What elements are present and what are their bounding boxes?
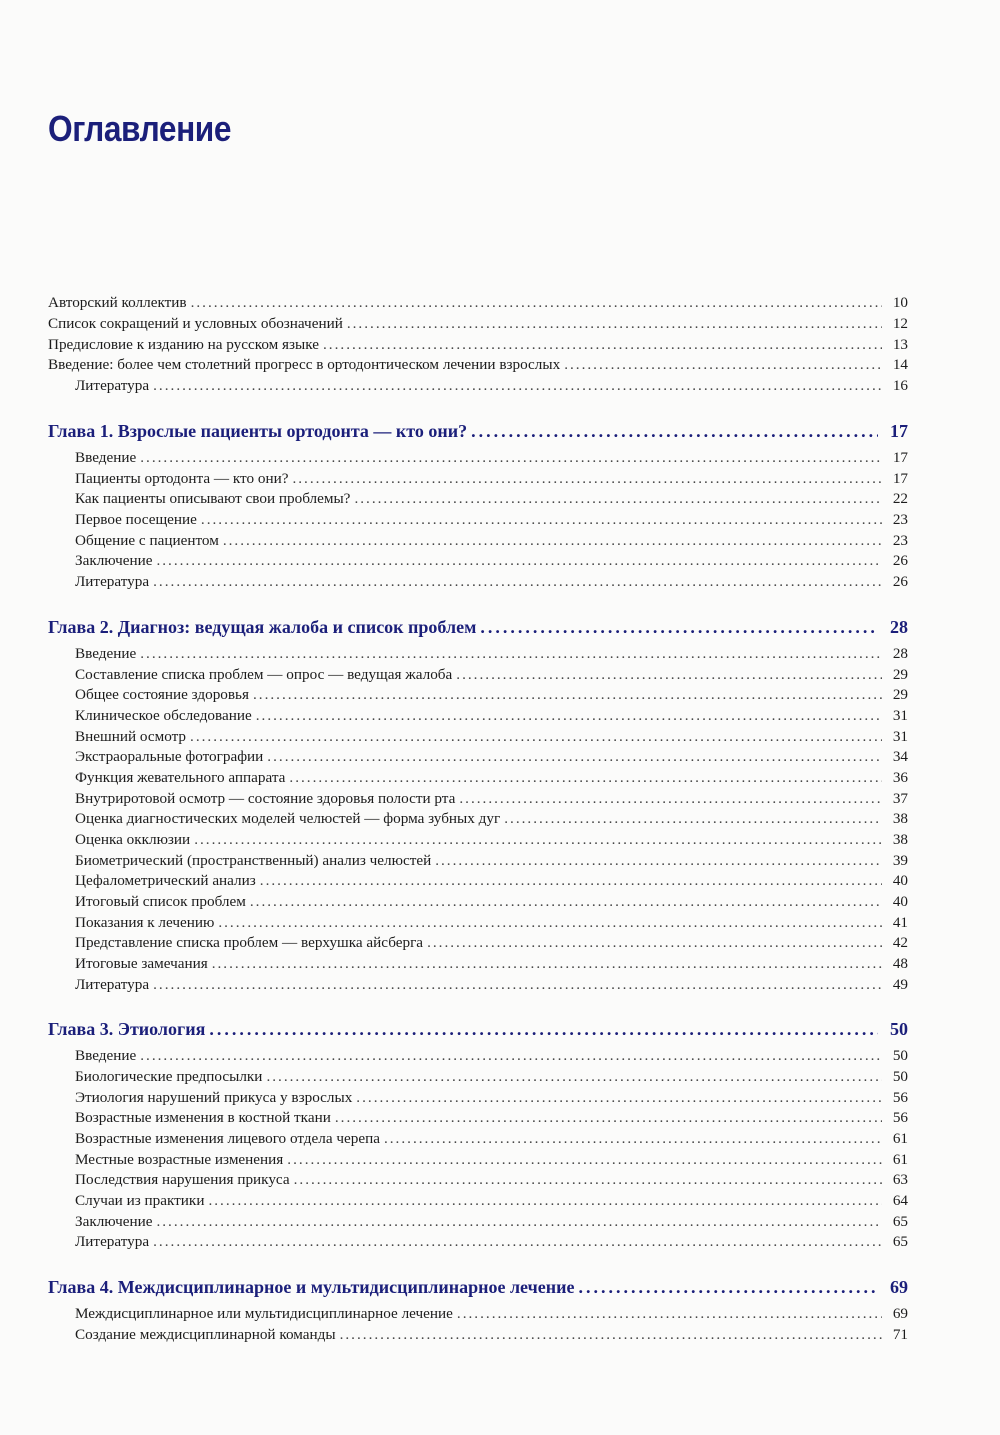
toc-entry[interactable] <box>75 768 908 788</box>
toc-entry[interactable] <box>75 871 908 891</box>
toc-entry-label: Оценка окклюзии <box>75 831 191 848</box>
leader-dots <box>223 531 882 551</box>
toc-entry-label: Создание междисциплинарной команды <box>75 1326 336 1343</box>
toc-entry-page: 34 <box>892 748 908 765</box>
toc-entry-page: 29 <box>892 686 908 703</box>
toc-entry-label: Авторский коллектив <box>48 294 187 311</box>
leader-dots <box>323 335 882 355</box>
toc-entry[interactable] <box>75 809 908 829</box>
toc-entry-label: Введение <box>75 645 137 662</box>
toc-entry[interactable] <box>75 469 908 489</box>
toc-entry-label: Общение с пациентом <box>75 532 219 549</box>
toc-entry-page: 38 <box>892 831 908 848</box>
toc-entry[interactable] <box>75 1170 908 1190</box>
toc-entry-page: 37 <box>892 790 908 807</box>
toc-entry-page: 61 <box>892 1151 908 1168</box>
leader-dots <box>294 1170 882 1190</box>
toc-entry-label: Первое посещение <box>75 511 197 528</box>
toc-entry-page: 38 <box>892 810 908 827</box>
chapter-heading[interactable] <box>48 1275 908 1299</box>
leader-dots <box>471 419 878 443</box>
toc-entry-page: 16 <box>892 377 908 394</box>
toc-entry-page: 31 <box>892 707 908 724</box>
toc-entry[interactable] <box>75 1088 908 1108</box>
leader-dots <box>190 727 882 747</box>
leader-dots <box>218 913 882 933</box>
toc-entry-page: 10 <box>892 294 908 311</box>
toc-entry-page: 42 <box>892 934 908 951</box>
toc-entry-label: Функция жевательного аппарата <box>75 769 286 786</box>
toc-entry[interactable] <box>75 830 908 850</box>
leader-dots <box>209 1017 878 1041</box>
toc-entry[interactable] <box>75 975 908 995</box>
toc-entry[interactable] <box>75 644 908 664</box>
leader-dots <box>156 1212 882 1232</box>
toc-entry-page: 56 <box>892 1109 908 1126</box>
toc-entry-label: Литература <box>75 976 150 993</box>
toc-entry-label: Предисловие к изданию на русском языке <box>48 336 319 353</box>
toc-entry[interactable] <box>75 1046 908 1066</box>
leader-dots <box>266 1067 882 1087</box>
chapter-page: 28 <box>890 617 908 637</box>
toc-entry-label: Местные возрастные изменения <box>75 1151 284 1168</box>
toc-entry-page: 56 <box>892 1089 908 1106</box>
toc-entry[interactable] <box>75 1304 908 1324</box>
leader-dots <box>201 510 882 530</box>
leader-dots <box>347 314 882 334</box>
toc-entry-page: 26 <box>892 552 908 569</box>
toc-entry[interactable] <box>75 1232 908 1252</box>
chapter-page: 50 <box>890 1019 908 1039</box>
toc-entry-page: 28 <box>892 645 908 662</box>
toc-entry-page: 69 <box>892 1305 908 1322</box>
toc-entry-label: Список сокращений и условных обозначений <box>48 315 343 332</box>
chapter-page: 69 <box>890 1277 908 1297</box>
toc-entry-page: 26 <box>892 573 908 590</box>
toc-entry-page: 23 <box>892 511 908 528</box>
toc-entry-page: 40 <box>892 872 908 889</box>
toc-entry-label: Цефалометрический анализ <box>75 872 256 889</box>
leader-dots <box>356 1088 882 1108</box>
toc-entry-page: 17 <box>892 470 908 487</box>
toc-entry[interactable] <box>75 1212 908 1232</box>
chapter-title: Глава 2. Диагноз: ведущая жалоба и список проблем <box>48 617 477 637</box>
leader-dots <box>253 685 882 705</box>
toc-entry-label: Как пациенты описывают свои проблемы? <box>75 490 351 507</box>
toc-entry[interactable] <box>75 892 908 912</box>
toc-entry-label: Биометрический (пространственный) анализ челюстей <box>75 852 432 869</box>
toc-entry[interactable] <box>48 335 908 355</box>
toc-entry[interactable] <box>75 789 908 809</box>
toc-entry-page: 23 <box>892 532 908 549</box>
toc-entry[interactable] <box>75 531 908 551</box>
toc-entry-page: 50 <box>892 1068 908 1085</box>
leader-dots <box>191 293 882 313</box>
toc-entry-page: 61 <box>892 1130 908 1147</box>
leader-dots <box>260 871 882 891</box>
toc-entry-label: Введение <box>75 449 137 466</box>
toc-entry-label: Заключение <box>75 552 153 569</box>
leader-dots <box>153 1232 882 1252</box>
leader-dots <box>194 830 882 850</box>
leader-dots <box>480 615 878 639</box>
leader-dots <box>287 1150 882 1170</box>
chapter-title: Глава 4. Междисциплинарное и мультидисциплинарное лечение <box>48 1277 575 1297</box>
toc-entry-label: Составление списка проблем — опрос — ведущая жалоба <box>75 666 453 683</box>
toc-entry-page: 64 <box>892 1192 908 1209</box>
toc-entry-label: Возрастные изменения в костной ткани <box>75 1109 331 1126</box>
toc-entry[interactable] <box>48 355 908 375</box>
leader-dots <box>564 355 882 375</box>
toc-entry-label: Биологические предпосылки <box>75 1068 263 1085</box>
leader-dots <box>459 789 882 809</box>
leader-dots <box>256 706 882 726</box>
leader-dots <box>427 933 882 953</box>
leader-dots <box>153 572 882 592</box>
toc-entry[interactable] <box>75 933 908 953</box>
leader-dots <box>578 1275 878 1299</box>
toc-entry-page: 65 <box>892 1213 908 1230</box>
leader-dots <box>504 809 882 829</box>
toc-entry-page: 41 <box>892 914 908 931</box>
toc-entry-page: 40 <box>892 893 908 910</box>
leader-dots <box>140 644 882 664</box>
toc-entry[interactable] <box>75 448 908 468</box>
leader-dots <box>153 975 882 995</box>
toc-entry-page: 22 <box>892 490 908 507</box>
leader-dots <box>140 1046 882 1066</box>
toc-entry-page: 71 <box>892 1326 908 1343</box>
toc-entry-label: Литература <box>75 1233 150 1250</box>
toc-entry[interactable] <box>75 913 908 933</box>
leader-dots <box>140 448 882 468</box>
toc-entry-page: 39 <box>892 852 908 869</box>
toc-entry[interactable] <box>75 727 908 747</box>
toc-entry-label: Внешний осмотр <box>75 728 187 745</box>
toc-entry[interactable] <box>75 510 908 530</box>
toc-entry[interactable] <box>75 572 908 592</box>
leader-dots <box>212 954 882 974</box>
toc-entry-label: Экстраоральные фотографии <box>75 748 264 765</box>
toc-entry-page: 36 <box>892 769 908 786</box>
toc-entry-page: 50 <box>892 1047 908 1064</box>
toc-entry-label: Клиническое обследование <box>75 707 252 724</box>
toc-entry-page: 14 <box>892 356 908 373</box>
leader-dots <box>292 469 882 489</box>
toc-entry[interactable] <box>75 1150 908 1170</box>
leader-dots <box>250 892 882 912</box>
leader-dots <box>289 768 882 788</box>
toc-entry[interactable] <box>75 1067 908 1087</box>
toc-entry-page: 12 <box>892 315 908 332</box>
chapter-heading[interactable] <box>48 1017 908 1041</box>
toc-entry-page: 29 <box>892 666 908 683</box>
toc-entry-label: Введение: более чем столетний прогресс в ортодонтическом лечении взрослых <box>48 356 561 373</box>
toc-entry[interactable] <box>75 706 908 726</box>
toc-entry[interactable] <box>48 293 908 313</box>
leader-dots <box>340 1325 882 1345</box>
toc-entry-label: Показания к лечению <box>75 914 215 931</box>
toc-entry[interactable] <box>75 1129 908 1149</box>
leader-dots <box>156 551 882 571</box>
toc-entry-label: Представление списка проблем — верхушка айсберга <box>75 934 424 951</box>
chapter-page: 17 <box>890 421 908 441</box>
toc-entry[interactable] <box>75 665 908 685</box>
toc-entry-label: Общее состояние здоровья <box>75 686 249 703</box>
toc-entry-label: Заключение <box>75 1213 153 1230</box>
toc-entry-page: 13 <box>892 336 908 353</box>
leader-dots <box>335 1108 882 1128</box>
leader-dots <box>208 1191 882 1211</box>
toc-entry-label: Случаи из практики <box>75 1192 205 1209</box>
leader-dots <box>354 489 882 509</box>
toc-entry-label: Введение <box>75 1047 137 1064</box>
toc-entry[interactable] <box>75 551 908 571</box>
leader-dots <box>153 376 882 396</box>
toc-entry-label: Возрастные изменения лицевого отдела черепа <box>75 1130 380 1147</box>
toc-entry-label: Последствия нарушения прикуса <box>75 1171 290 1188</box>
toc-entry-label: Междисциплинарное или мультидисциплинарное лечение <box>75 1305 453 1322</box>
toc-entry[interactable] <box>75 685 908 705</box>
toc-entry[interactable] <box>75 851 908 871</box>
toc-entry-label: Пациенты ортодонта — кто они? <box>75 470 289 487</box>
toc-entry[interactable] <box>48 314 908 334</box>
toc-entry-label: Этиология нарушений прикуса у взрослых <box>75 1089 353 1106</box>
chapter-title: Глава 1. Взрослые пациенты ортодонта — кто они? <box>48 421 468 441</box>
toc-entry-label: Итоговые замечания <box>75 955 208 972</box>
toc-entry-page: 31 <box>892 728 908 745</box>
toc-entry-label: Итоговый список проблем <box>75 893 246 910</box>
toc-entry[interactable] <box>75 376 908 396</box>
toc-entry-page: 17 <box>892 449 908 466</box>
toc-entry-label: Литература <box>75 377 150 394</box>
leader-dots <box>384 1129 882 1149</box>
chapter-heading[interactable] <box>48 419 908 443</box>
leader-dots <box>435 851 882 871</box>
toc-entry[interactable] <box>75 489 908 509</box>
chapter-heading[interactable] <box>48 615 908 639</box>
toc-entry-page: 65 <box>892 1233 908 1250</box>
chapter-title: Глава 3. Этиология <box>48 1019 206 1039</box>
toc-entry-page: 63 <box>892 1171 908 1188</box>
toc-entry[interactable] <box>75 1325 908 1345</box>
toc-entry[interactable] <box>75 747 908 767</box>
toc-entry-label: Оценка диагностических моделей челюстей — форма зубных дуг <box>75 810 501 827</box>
toc-entry[interactable] <box>75 1108 908 1128</box>
leader-dots <box>456 665 882 685</box>
toc-entry-page: 48 <box>892 955 908 972</box>
page-title: Оглавление <box>48 108 232 149</box>
toc-entry[interactable] <box>75 1191 908 1211</box>
toc-entry[interactable] <box>75 954 908 974</box>
toc-entry-label: Внутриротовой осмотр — состояние здоровья полости рта <box>75 790 456 807</box>
leader-dots <box>267 747 882 767</box>
leader-dots <box>457 1304 882 1324</box>
toc-entry-label: Литература <box>75 573 150 590</box>
toc-entry-page: 49 <box>892 976 908 993</box>
